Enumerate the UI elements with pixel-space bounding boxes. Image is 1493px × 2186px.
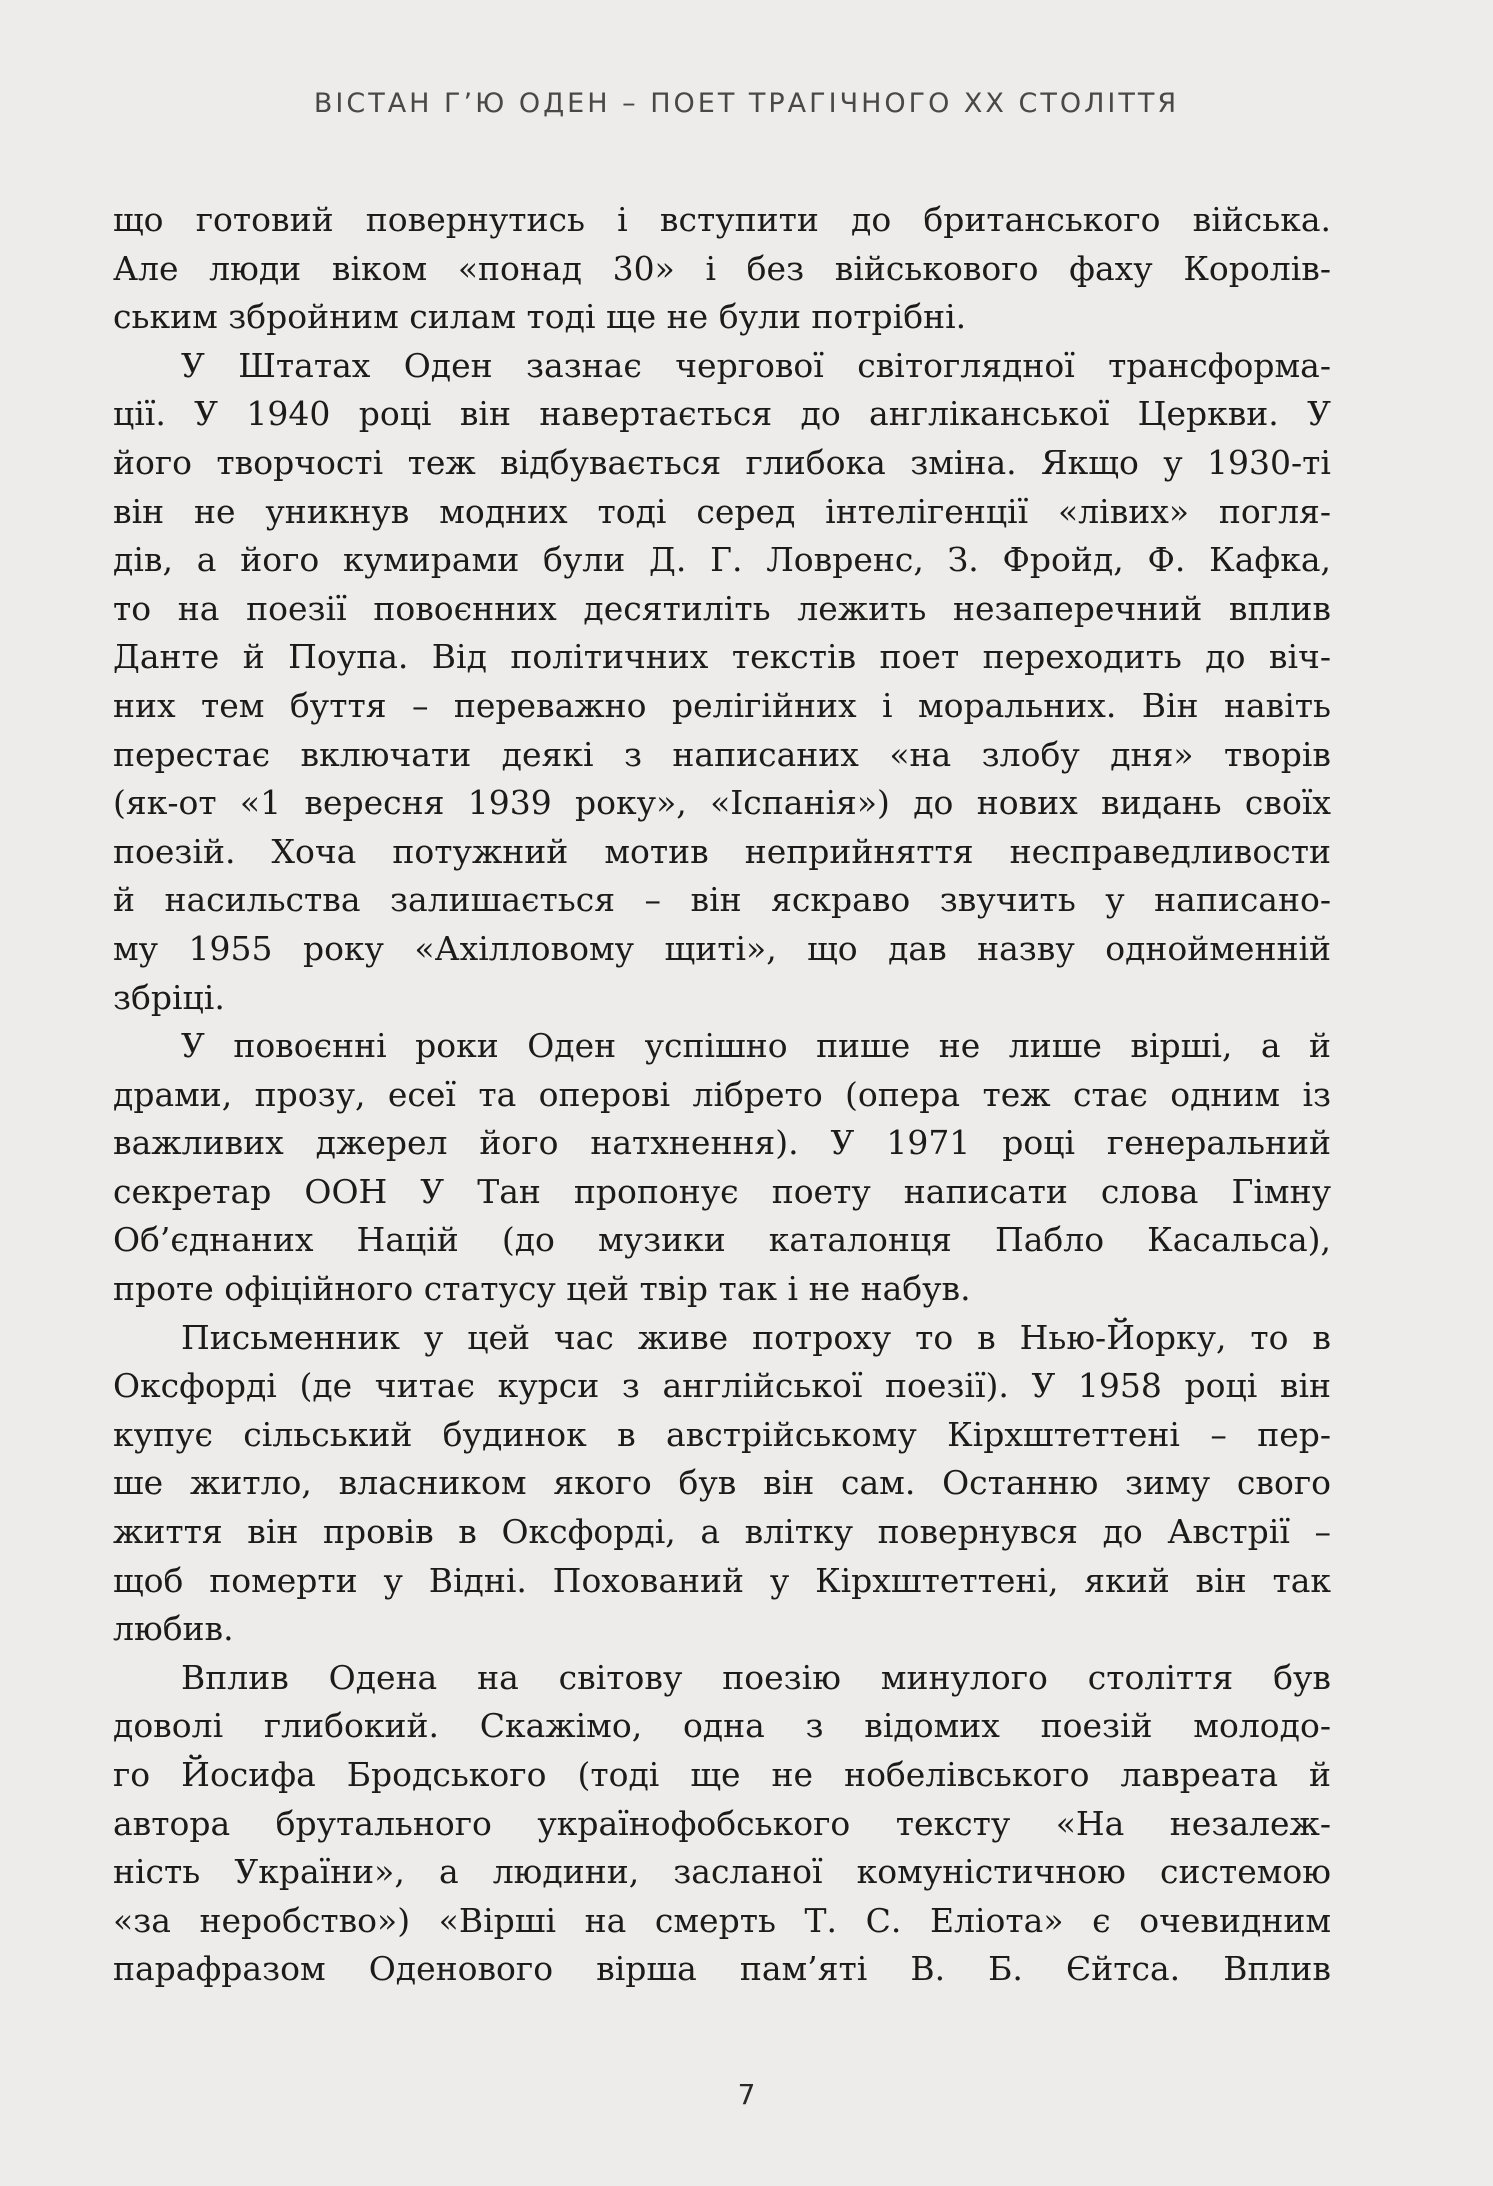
text-line: ції. У 1940 році він навертається до англіканської Церкви. У xyxy=(113,394,1331,434)
text-line: ність України», а людини, засланої комуністичною системою xyxy=(113,1852,1331,1892)
text-line: його творчості теж відбувається глибока зміна. Якщо у 1930-ті xyxy=(113,442,1331,482)
page-number: 7 xyxy=(737,2078,756,2111)
text-line: го Йосифа Бродського (тоді ще не нобелівського лавреата й xyxy=(113,1755,1331,1794)
text-line: Об’єднаних Націй (до музики каталонця Пабло Касальса), xyxy=(113,1220,1331,1260)
text-line: любив. xyxy=(113,1609,234,1649)
paragraph xyxy=(113,1654,1331,1994)
body-text xyxy=(113,196,1331,1994)
text-line: «за неробство») «Вірші на смерть Т. С. Еліота» є очевидним xyxy=(113,1900,1331,1940)
text-line: щоб померти у Відні. Похований у Кірхштеттені, який він так xyxy=(113,1560,1331,1600)
text-line: Але люди віком «понад 30» і без військового фаху Королів- xyxy=(113,248,1331,288)
paragraph xyxy=(113,342,1331,1022)
text-line: він не уникнув модних тоді серед інтелігенції «лівих» погля- xyxy=(113,491,1331,531)
text-line: перестає включати деякі з написаних «на злобу дня» творів xyxy=(113,734,1331,774)
paragraph xyxy=(113,1314,1331,1654)
text-line: важливих джерел його натхнення). У 1971 році генеральний xyxy=(113,1123,1331,1163)
paragraph xyxy=(113,196,1331,342)
text-line: секретар ООН У Тан пропонує поету написати слова Гімну xyxy=(113,1171,1331,1211)
text-line: купує сільський будинок в австрійському Кірхштеттені – пер- xyxy=(113,1414,1331,1454)
text-line: Письменник у цей час живе потроху то в Нью-Йорку, то в xyxy=(181,1317,1331,1357)
text-line: У Штатах Оден зазнає чергової світоглядної трансформа- xyxy=(181,345,1331,385)
text-line: Оксфорді (де читає курси з англійської поезії). У 1958 році він xyxy=(113,1366,1331,1406)
text-line: (як-от «1 вересня 1939 року», «Іспанія») до нових видань своїх xyxy=(113,783,1331,823)
text-line: поезій. Хоча потужний мотив неприйняття несправедливости xyxy=(113,831,1331,871)
text-line: драми, прозу, есеї та оперові лібрето (опера теж стає одним із xyxy=(113,1074,1331,1114)
text-line: У повоєнні роки Оден успішно пише не лише вірші, а й xyxy=(181,1026,1331,1066)
text-line: то на поезії повоєнних десятиліть лежить незаперечний вплив xyxy=(113,588,1331,628)
text-line: й насильства залишається – він яскраво звучить у написано- xyxy=(113,880,1331,920)
text-line: Вплив Одена на світову поезію минулого століття був xyxy=(181,1657,1331,1697)
text-line: проте офіційного статусу цей твір так і не набув. xyxy=(113,1269,971,1309)
text-line: збріці. xyxy=(113,977,225,1017)
text-line: автора брутального українофобського тексту «На незалеж- xyxy=(113,1803,1331,1843)
text-line: що готовий повернутись і вступити до британського війська. xyxy=(113,200,1331,239)
text-line: життя він провів в Оксфорді, а влітку повернувся до Австрії – xyxy=(113,1512,1331,1552)
text-line: Данте й Поупа. Від політичних текстів поет переходить до віч- xyxy=(113,637,1331,677)
text-line: парафразом Оденового вірша пам’яті В. Б. Єйтса. Вплив xyxy=(113,1949,1331,1989)
text-line: них тем буття – переважно релігійних і моральних. Він навіть xyxy=(113,685,1331,725)
text-line: дів, а його кумирами були Д. Г. Ловренс, З. Фройд, Ф. Кафка, xyxy=(113,540,1331,580)
running-head: ВІСТАН Г’Ю ОДЕН – ПОЕТ ТРАГІЧНОГО XX СТОЛІТТЯ xyxy=(313,88,1180,119)
text-line: ським збройним силам тоді ще не були потрібні. xyxy=(113,297,967,337)
text-line: доволі глибокий. Скажімо, одна з відомих поезій молодо- xyxy=(113,1706,1331,1746)
paragraph xyxy=(113,1022,1331,1314)
text-line: ше житло, власником якого був він сам. Останню зиму свого xyxy=(113,1463,1331,1503)
text-line: му 1955 року «Ахілловому щиті», що дав назву однойменній xyxy=(113,928,1331,968)
